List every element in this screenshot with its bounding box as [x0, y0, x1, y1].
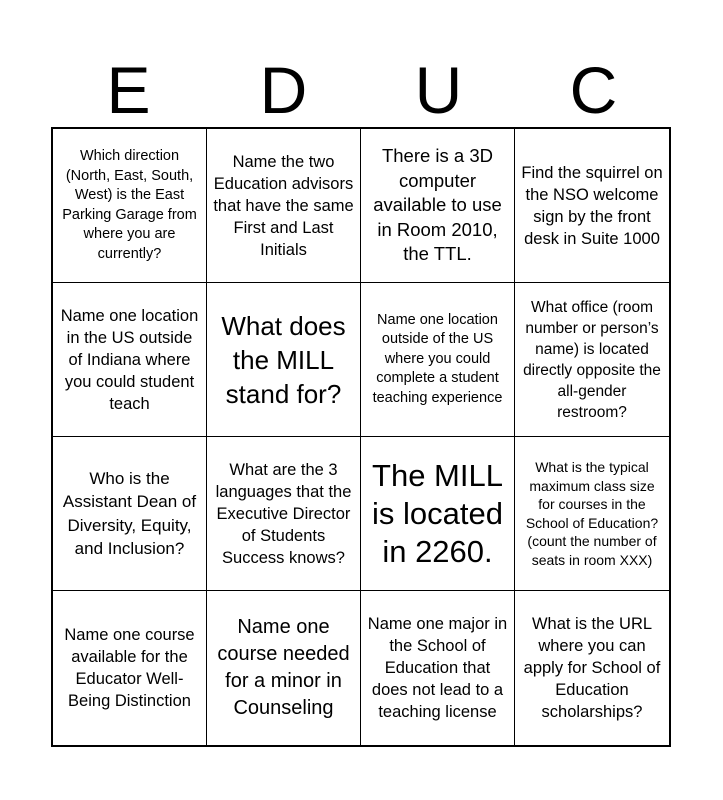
bingo-cell[interactable] [53, 129, 207, 283]
bingo-cell[interactable] [207, 437, 361, 591]
cell-text: Find the squirrel on the NSO welcome sign by the front desk in Suite 1000 [521, 163, 663, 248]
bingo-cell[interactable] [53, 437, 207, 591]
cell-text: Who is the Assistant Dean of Diversity, Equity, and Inclusion? [62, 468, 197, 558]
header-letter-e: E [106, 53, 151, 127]
header-letter-d: D [259, 53, 308, 127]
cell-text: Which direction (North, East, South, West) is the East Parking Garage from where you are currently? [62, 148, 197, 262]
bingo-cell[interactable] [361, 591, 515, 745]
header-letter-c: C [569, 53, 618, 127]
bingo-header [51, 52, 671, 128]
bingo-cell[interactable] [53, 591, 207, 745]
bingo-cell[interactable] [53, 283, 207, 437]
bingo-cell[interactable] [515, 437, 669, 591]
cell-text: Name one location outside of the US where you could complete a student teaching experience [372, 311, 503, 406]
cell-text: Name one course available for the Educator Well-Being Distinction [64, 626, 195, 710]
cell-text: Name the two Education advisors that have the same First and Last Initials [213, 152, 354, 259]
bingo-cell[interactable] [515, 591, 669, 745]
bingo-cell[interactable] [207, 591, 361, 745]
bingo-cell[interactable] [207, 283, 361, 437]
bingo-cell[interactable] [361, 283, 515, 437]
cell-text: Name one major in the School of Education that does not lead to a teaching license [367, 615, 508, 721]
bingo-cell[interactable] [515, 283, 669, 437]
cell-text: What is the typical maximum class size for courses in the School of Education? (count the number of seats in room XXX) [525, 459, 659, 568]
cell-text: Name one location in the US outside of Indiana where you could student teach [60, 306, 199, 413]
cell-text: There is a 3D computer available to use in Room 2010, the TTL. [373, 145, 502, 265]
bingo-grid [51, 127, 671, 747]
cell-text: What does the MILL stand for? [221, 310, 346, 409]
bingo-cell[interactable] [207, 129, 361, 283]
cell-text: What are the 3 languages that the Executive Director of Students Success knows? [215, 460, 352, 567]
bingo-cell[interactable] [361, 437, 515, 591]
cell-text: The MILL is located in 2260. [372, 457, 503, 569]
bingo-cell[interactable] [361, 129, 515, 283]
cell-text: Name one course needed for a minor in Counseling [217, 616, 350, 719]
bingo-cell[interactable] [515, 129, 669, 283]
cell-text: What office (room number or person’s name) is located directly opposite the all-gender restroom? [523, 298, 661, 421]
header-letter-u: U [414, 53, 463, 127]
cell-text: What is the URL where you can apply for School of Education scholarships? [523, 615, 661, 721]
